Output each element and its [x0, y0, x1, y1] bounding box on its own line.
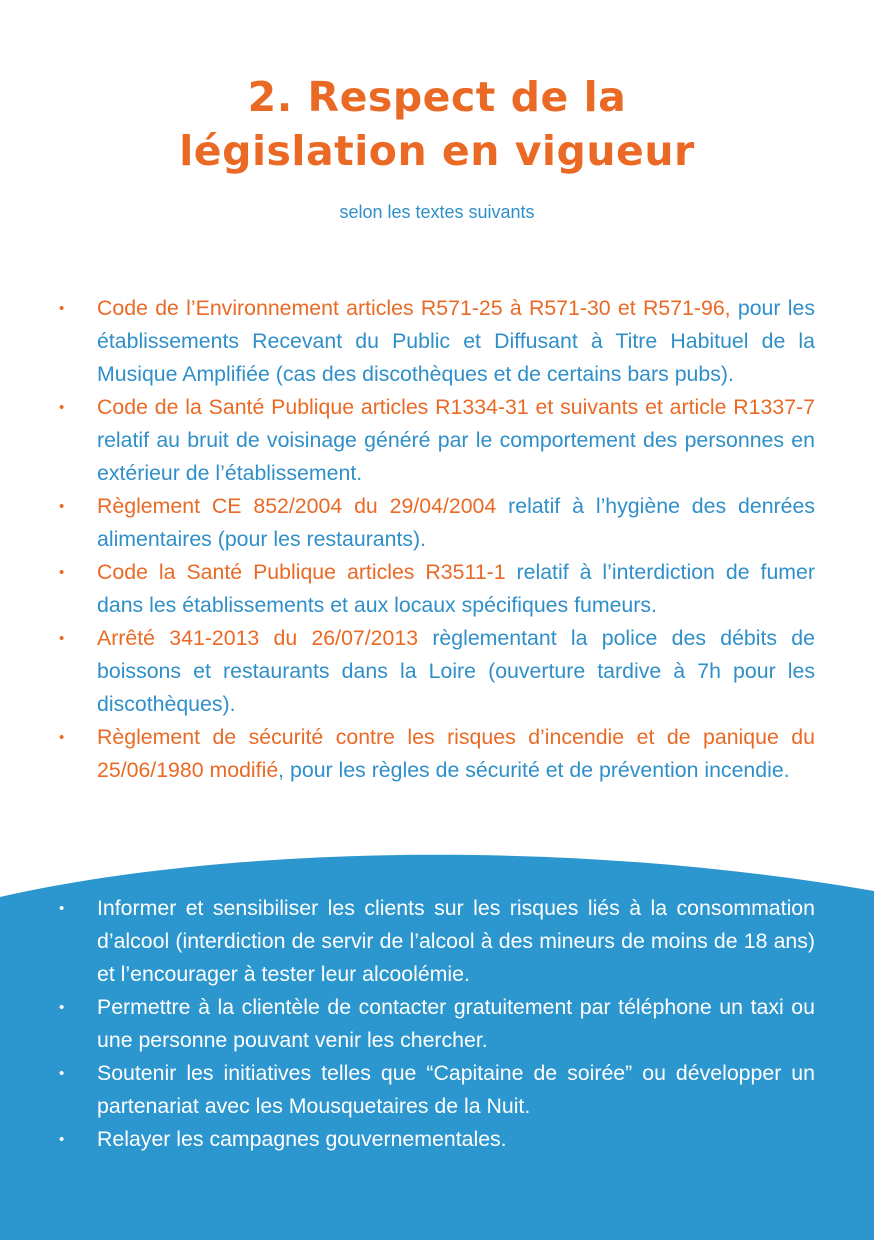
law-description: relatif à l’interdiction de fumer dans les établissements et aux locaux spécifiques fumeurs.: [97, 560, 815, 617]
list-item: [97, 292, 815, 391]
title-line-2: législation en vigueur: [179, 127, 695, 175]
law-description: règlementant la police des débits de boissons et restaurants dans la Loire (ouverture tardive à 7h pour les discothèques).: [97, 626, 816, 716]
list-item: • Soutenir les initiatives telles que “Capitaine de soirée” ou développer un partenariat avec les Mousquetaires de la Nuit.: [97, 1057, 815, 1123]
legislation-list: [97, 292, 815, 787]
title-line-1: 2. Respect de la: [247, 73, 627, 121]
law-reference: Code la Santé Publique articles R3511-1: [97, 560, 506, 584]
law-reference: Règlement de sécurité contre les risques d’incendie et de panique du 25/06/1980 modifié: [97, 725, 815, 782]
list-item: [97, 391, 815, 490]
law-reference: Code de l’Environnement articles R571-25 à R571-30 et R571-96,: [97, 296, 731, 320]
page-title: [0, 70, 874, 178]
law-reference: Règlement CE 852/2004 du 29/04/2004: [97, 494, 497, 518]
list-item: [97, 721, 815, 787]
page-subtitle: selon les textes suivants: [339, 202, 535, 222]
list-item: • Relayer les campagnes gouvernementales.: [97, 1123, 815, 1156]
actions-list: [97, 892, 815, 1156]
law-description: , pour les règles de sécurité et de prévention incendie.: [278, 758, 790, 782]
list-item: [97, 622, 815, 721]
law-reference: Arrêté 341-2013 du 26/07/2013: [97, 626, 419, 650]
list-item: • Permettre à la clientèle de contacter gratuitement par téléphone un taxi ou une personne pouvant venir les chercher.: [97, 991, 815, 1057]
list-item: [97, 556, 815, 622]
law-reference: Code de la Santé Publique articles R1334-31 et suivants et article R1337-7: [97, 395, 815, 419]
law-description: relatif à l’hygiène des denrées alimentaires (pour les restaurants).: [97, 494, 815, 551]
list-item: • Informer et sensibiliser les clients sur les risques liés à la consommation d’alcool (interdiction de servir de l’alcool à des mineurs de moins de 18 ans) et l’encourager à tester leur alcoolémie.: [97, 892, 815, 991]
law-description: pour les établissements Recevant du Public et Diffusant à Titre Habituel de la Musique Amplifiée (cas des discothèques et de certains bars pubs).: [97, 296, 815, 386]
list-item: [97, 490, 815, 556]
law-description: relatif au bruit de voisinage généré par le comportement des personnes en extérieur de l’établissement.: [97, 428, 815, 485]
